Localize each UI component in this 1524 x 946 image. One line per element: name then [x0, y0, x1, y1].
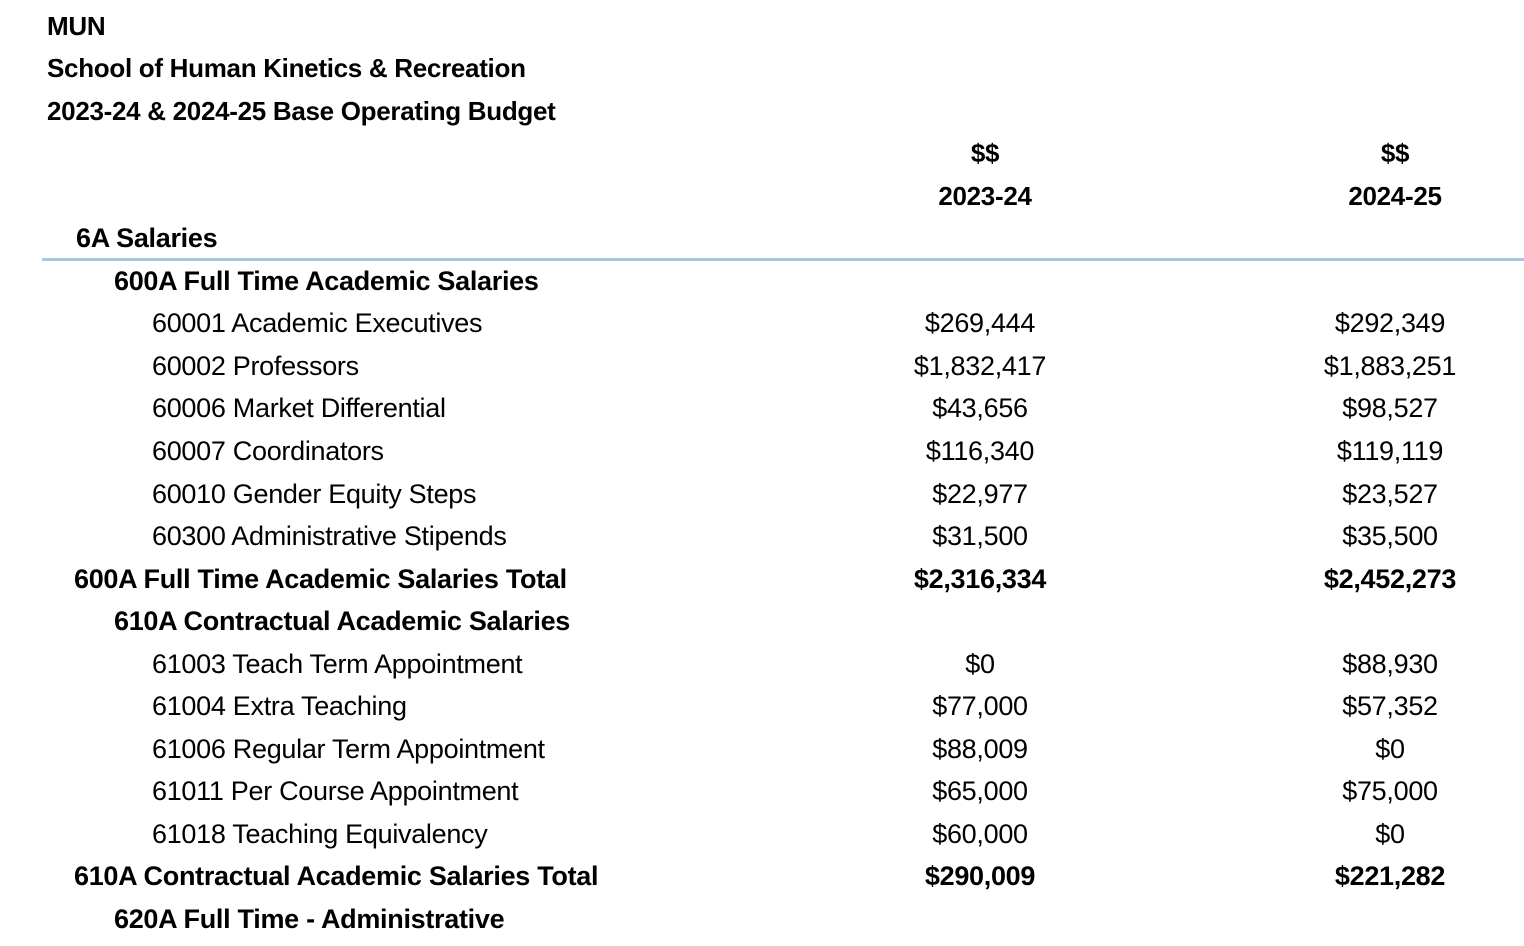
total-2024: $2,452,273	[1323, 564, 1457, 594]
group-label: 600A Full Time Academic Salaries	[114, 266, 539, 296]
value-2024: $1,883,251	[1323, 351, 1457, 381]
value-2023: $116,340	[925, 436, 1035, 466]
column-unit-2023: $$	[970, 138, 1000, 168]
value-2023: $77,000	[932, 691, 1028, 721]
column-year-2024: 2024-25	[1348, 181, 1442, 211]
value-2023: $269,444	[924, 308, 1036, 338]
org-name: MUN	[47, 11, 106, 41]
row-label: 61003 Teach Term Appointment	[152, 649, 523, 679]
total-label: 600A Full Time Academic Salaries Total	[74, 564, 567, 594]
row-label: 60010 Gender Equity Steps	[152, 479, 477, 509]
value-2024: $75,000	[1342, 776, 1438, 806]
value-2023: $31,500	[932, 521, 1028, 551]
value-2023: $65,000	[932, 776, 1028, 806]
value-2024: $57,352	[1342, 691, 1438, 721]
total-row	[0, 855, 1524, 897]
value-2024: $98,527	[1342, 393, 1438, 423]
row-label: 60001 Academic Executives	[152, 308, 483, 338]
section-heading: 6A Salaries	[76, 223, 218, 253]
value-2024: $119,119	[1336, 436, 1444, 466]
column-unit-2024: $$	[1380, 138, 1410, 168]
table-row	[0, 813, 1524, 855]
value-2023: $1,832,417	[913, 351, 1047, 381]
table-row	[0, 345, 1524, 387]
total-2024: $221,282	[1334, 861, 1446, 891]
row-label: 61011 Per Course Appointment	[152, 776, 519, 806]
value-2023: $88,009	[932, 734, 1028, 764]
report-title: 2023-24 & 2024-25 Base Operating Budget	[47, 96, 556, 126]
table-row	[0, 473, 1524, 515]
table-row	[0, 302, 1524, 344]
table-row	[0, 728, 1524, 770]
total-row	[0, 558, 1524, 600]
group-label: 620A Full Time - Administrative	[114, 904, 505, 934]
value-2023: $0	[965, 649, 995, 679]
section-heading-row	[0, 217, 1524, 259]
group-label: 610A Contractual Academic Salaries	[114, 606, 571, 636]
group-row	[0, 600, 1524, 642]
table-row	[0, 515, 1524, 557]
department-name: School of Human Kinetics & Recreation	[47, 53, 526, 83]
value-2023: $43,656	[932, 393, 1028, 423]
value-2023: $22,977	[932, 479, 1028, 509]
row-label: 60007 Coordinators	[152, 436, 384, 466]
value-2024: $88,930	[1342, 649, 1438, 679]
row-label: 61018 Teaching Equivalency	[152, 819, 488, 849]
total-2023: $290,009	[924, 861, 1036, 891]
row-label: 61004 Extra Teaching	[152, 691, 407, 721]
value-2024: $35,500	[1342, 521, 1438, 551]
column-year-2023: 2023-24	[938, 181, 1032, 211]
table-row	[0, 430, 1524, 472]
group-row	[0, 898, 1524, 940]
total-label: 610A Contractual Academic Salaries Total	[74, 861, 599, 891]
value-2024: $23,527	[1342, 479, 1438, 509]
value-2024: $292,349	[1334, 308, 1446, 338]
table-row	[0, 770, 1524, 812]
table-row	[0, 685, 1524, 727]
table-row	[0, 387, 1524, 429]
row-label: 60002 Professors	[152, 351, 359, 381]
table-row	[0, 643, 1524, 685]
value-2024: $0	[1375, 819, 1405, 849]
row-label: 60006 Market Differential	[152, 393, 446, 423]
group-row	[0, 260, 1524, 302]
value-2023: $60,000	[932, 819, 1028, 849]
total-2023: $2,316,334	[913, 564, 1047, 594]
value-2024: $0	[1375, 734, 1405, 764]
row-label: 61006 Regular Term Appointment	[152, 734, 545, 764]
row-label: 60300 Administrative Stipends	[152, 521, 507, 551]
